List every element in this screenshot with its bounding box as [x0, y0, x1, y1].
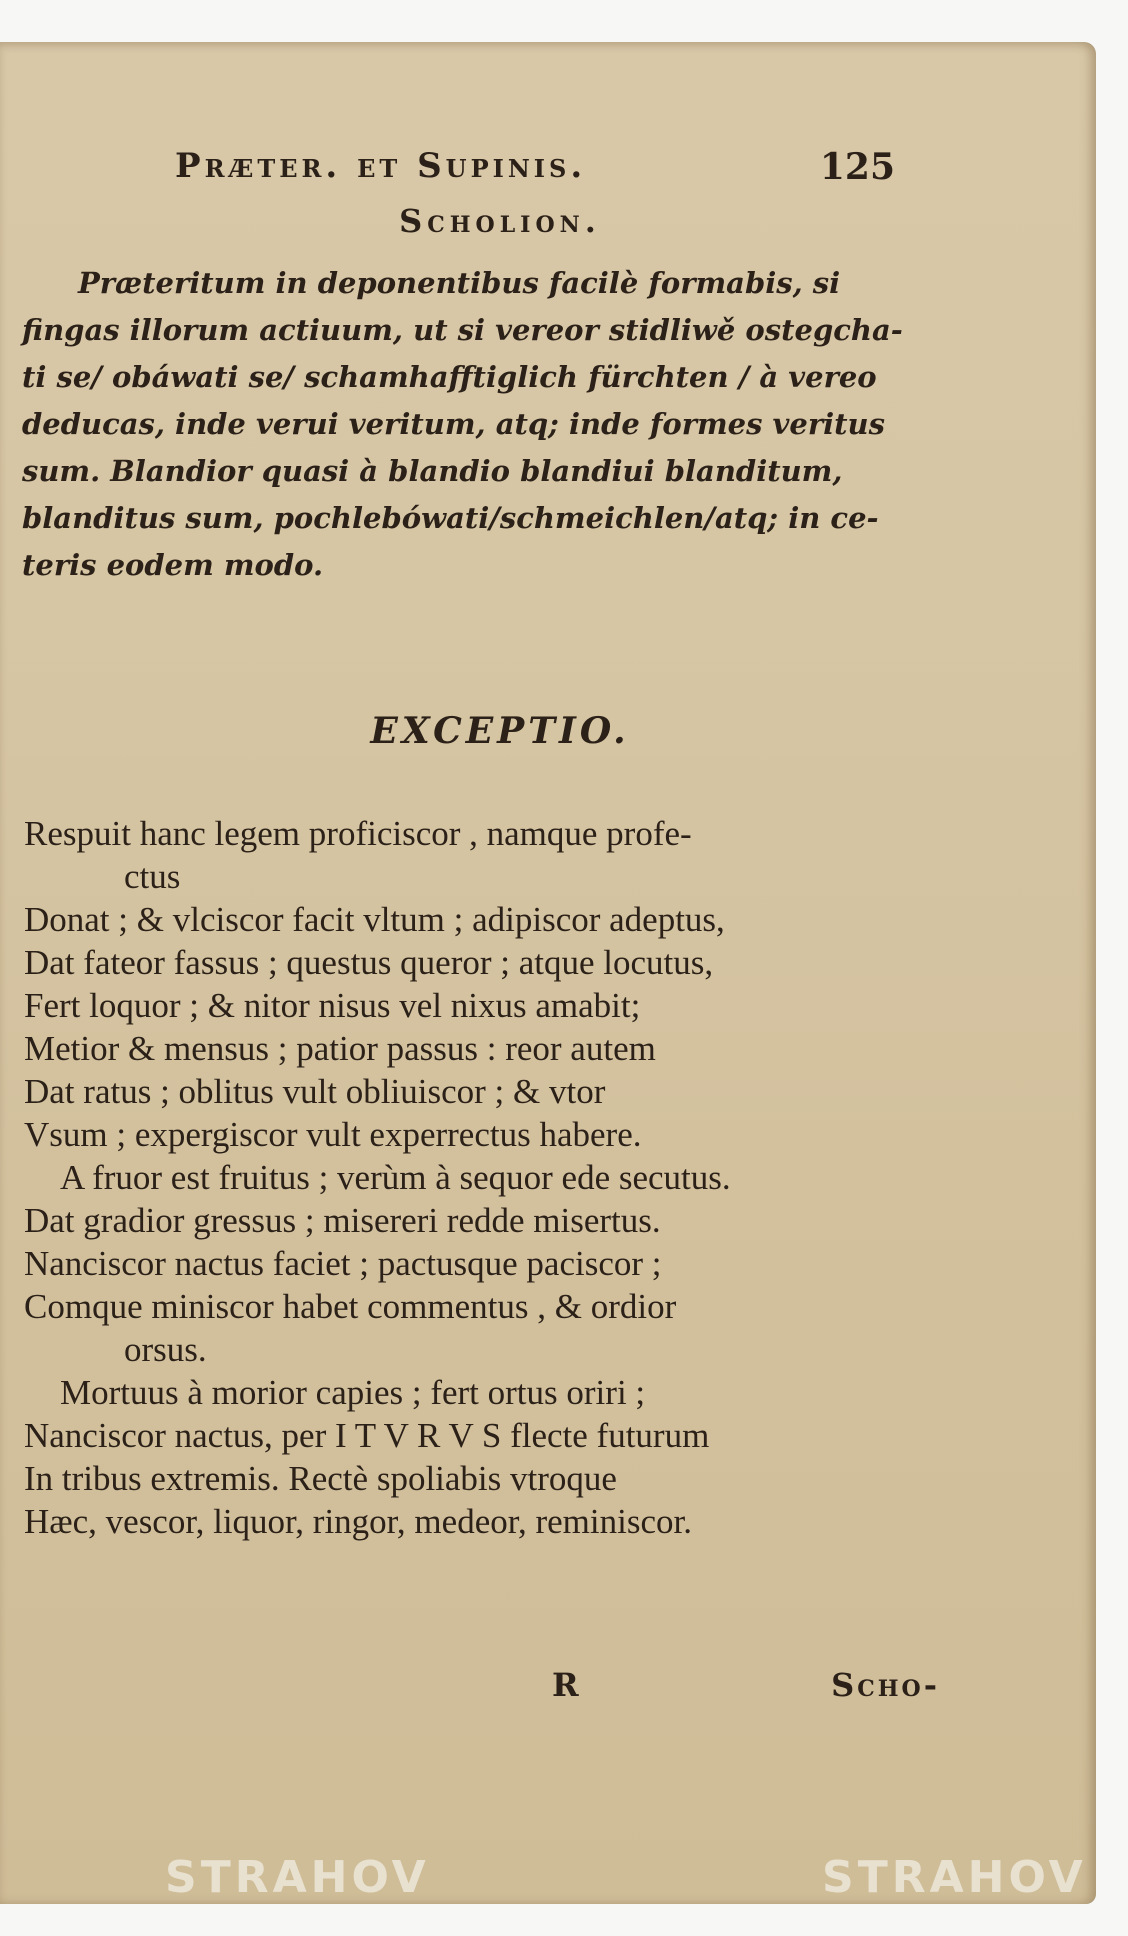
scholion-heading: Scholion. — [399, 202, 601, 240]
verse-line: Hæc, vescor, liquor, ringor, medeor, reminiscor. — [24, 1502, 692, 1541]
scholion-line: fingas illorum actiuum, ut si vereor stidliwě ostegcha- — [22, 313, 903, 347]
verse-line: Vsum ; expergiscor vult experrectus habere. — [24, 1115, 642, 1154]
verse-line: orsus. — [124, 1330, 207, 1369]
verse-line: Respuit hanc legem proficiscor , namque profe- — [24, 814, 692, 853]
verse-line: Dat ratus ; oblitus vult obliuiscor ; & vtor — [24, 1072, 606, 1111]
scholion-line: ti se/ obáwati se/ schamhafftiglich fürchten / à vereo — [22, 360, 877, 394]
verse-line: Donat ; & vlciscor facit vltum ; adipiscor adeptus, — [24, 900, 725, 939]
page-number: 125 — [819, 146, 895, 188]
watermark-stamp: STRAHOV — [822, 1852, 1087, 1903]
verse-line: Fert loquor ; & nitor nisus vel nixus amabit; — [24, 986, 641, 1025]
catchword: Scho- — [831, 1666, 940, 1704]
verse-line: A fruor est fruitus ; verùm à sequor ede secutus. — [60, 1158, 731, 1197]
exception-heading: EXCEPTIO. — [370, 710, 630, 752]
verse-block — [24, 812, 964, 1543]
verse-line: Mortuus à morior capies ; fert ortus oriri ; — [60, 1373, 646, 1412]
watermark-stamp: STRAHOV — [165, 1852, 430, 1903]
verse-line: Nanciscor nactus, per I T V R V S flecte futurum — [24, 1416, 710, 1455]
page-footer — [520, 1666, 940, 1710]
verse-line: Comque miniscor habet commentus , & ordior — [24, 1287, 677, 1326]
verse-line: In tribus extremis. Rectè spoliabis vtroque — [24, 1459, 617, 1498]
verse-line: ctus — [124, 857, 181, 896]
scholion-line: deducas, inde verui veritum, atq; inde formes veritus — [22, 407, 885, 441]
signature-mark: R — [552, 1666, 579, 1704]
verse-line: Dat fateor fassus ; questus queror ; atque locutus, — [24, 943, 714, 982]
scholion-line: sum. Blandior quasi à blandio blandiui blanditum, — [22, 454, 843, 488]
scholion-line: teris eodem modo. — [22, 548, 324, 582]
scholion-line: Præteritum in deponentibus facilè formabis, si — [78, 266, 841, 300]
verse-line: Nanciscor nactus faciet ; pactusque paciscor ; — [24, 1244, 662, 1283]
scholion-line: blanditus sum, pochlebówati/schmeichlen/atq; in ce- — [22, 501, 879, 535]
running-head — [175, 146, 895, 190]
book-page — [0, 42, 1096, 1904]
verse-line: Metior & mensus ; patior passus : reor autem — [24, 1029, 656, 1068]
scholion-text — [22, 260, 942, 589]
running-head-title: Præter. et Supinis. — [175, 146, 587, 186]
verse-line: Dat gradior gressus ; misereri redde misertus. — [24, 1201, 661, 1240]
